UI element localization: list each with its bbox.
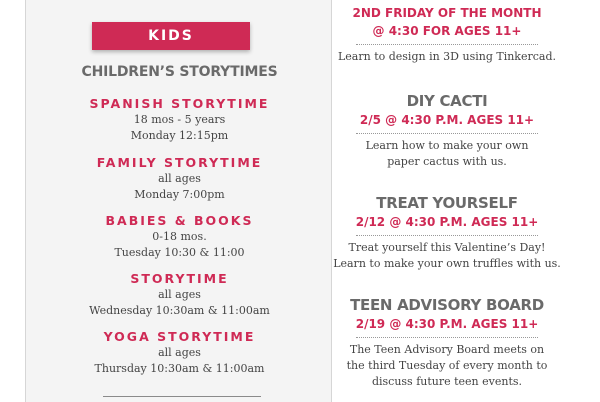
event-time: Monday 7:00pm — [134, 188, 225, 201]
event-description: discuss future teen events. — [371, 375, 523, 388]
event-diy-cacti — [332, 91, 562, 170]
event-time: Monday 12:15pm — [130, 129, 229, 142]
kids-panel — [25, 0, 332, 402]
event-name: YOGA STORYTIME — [103, 329, 256, 344]
event-description: Learn to design in 3D using Tinkercad. — [337, 50, 556, 63]
event-name: BABIES & BOOKS — [105, 213, 254, 228]
childrens-storytimes-heading: CHILDREN’S STORYTIMES — [81, 64, 278, 80]
event-description: Learn to make your own truffles with us. — [333, 257, 561, 270]
dotted-divider — [356, 337, 538, 338]
teen-events-panel — [332, 0, 600, 402]
event-description: The Teen Advisory Board meets on — [349, 343, 545, 356]
event-babies-and-books — [26, 213, 333, 261]
dotted-divider — [356, 44, 538, 45]
divider — [103, 396, 261, 397]
event-date: 2/12 @ 4:30 P.M. AGES 11+ — [355, 215, 539, 229]
event-treat-yourself — [332, 193, 562, 272]
event-date: 2/19 @ 4:30 P.M. AGES 11+ — [355, 317, 539, 331]
event-age: all ages — [158, 346, 201, 359]
event-time: Tuesday 10:30 & 11:00 — [114, 246, 245, 259]
event-teen-advisory-board — [332, 295, 562, 390]
event-tinkercad — [332, 4, 562, 65]
event-description: the third Tuesday of every month to — [346, 359, 548, 372]
event-time: Thursday 10:30am & 11:00am — [94, 362, 265, 375]
event-description: Learn how to make your own — [365, 139, 529, 152]
event-date: 2ND FRIDAY OF THE MONTH — [352, 6, 542, 20]
event-age: 0-18 mos. — [152, 230, 207, 243]
dotted-divider — [356, 133, 538, 134]
event-age: 18 mos - 5 years — [133, 113, 226, 126]
event-title: TREAT YOURSELF — [376, 194, 518, 212]
event-storytime — [26, 271, 333, 319]
event-title: DIY CACTI — [406, 92, 488, 110]
event-spanish-storytime — [26, 96, 333, 144]
event-age: all ages — [158, 288, 201, 301]
event-name: STORYTIME — [130, 271, 229, 286]
event-yoga-storytime — [26, 329, 333, 377]
dotted-divider — [356, 235, 538, 236]
event-name: FAMILY STORYTIME — [96, 155, 263, 170]
event-date: @ 4:30 FOR AGES 11+ — [372, 24, 522, 38]
event-name: SPANISH STORYTIME — [89, 96, 270, 111]
event-description: paper cactus with us. — [387, 155, 507, 168]
event-family-storytime — [26, 155, 333, 203]
kids-banner: KIDS — [92, 22, 250, 50]
event-description: Treat yourself this Valentine’s Day! — [348, 241, 546, 254]
event-date: 2/5 @ 4:30 P.M. AGES 11+ — [359, 113, 535, 127]
event-title: TEEN ADVISORY BOARD — [350, 296, 544, 314]
event-age: all ages — [158, 172, 201, 185]
event-time: Wednesday 10:30am & 11:00am — [89, 304, 270, 317]
